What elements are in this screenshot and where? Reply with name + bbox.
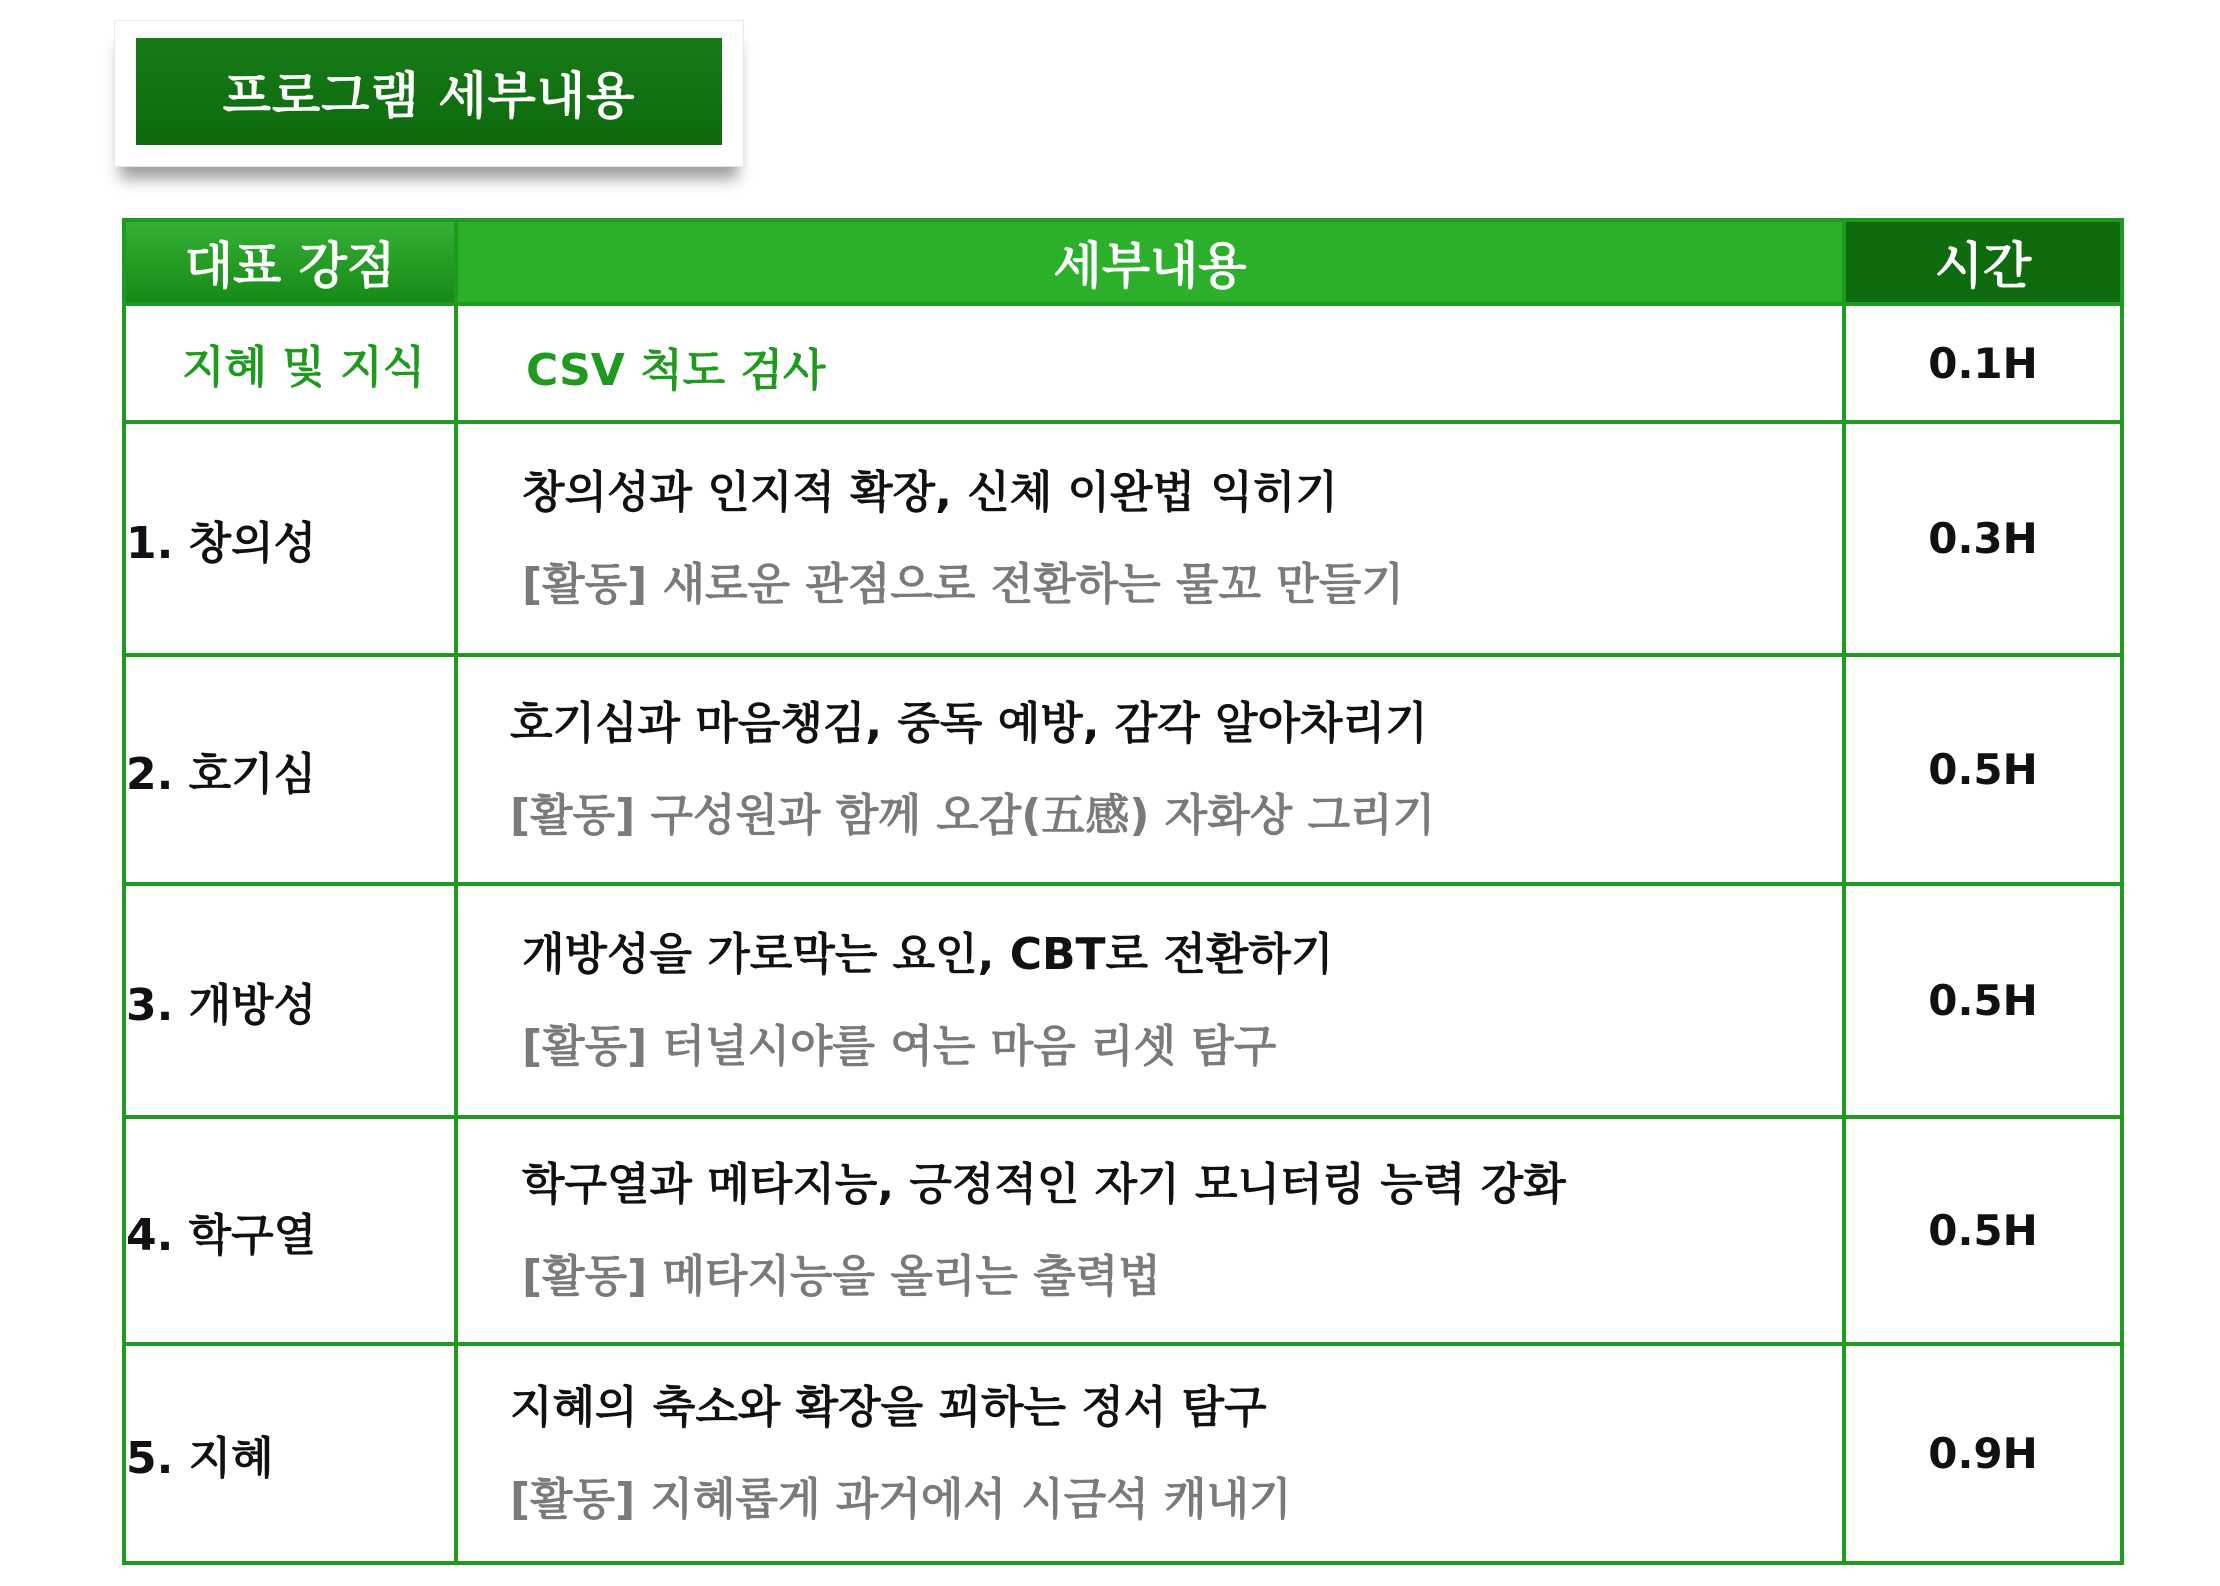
detail-activity-text: [활동] 지혜롭게 과거에서 시금석 캐내기 [510,1473,1292,1525]
detail-activity-text: [활동] 메타지능을 올리는 출력법 [522,1250,1161,1302]
header-detail: 세부내용 [456,220,1844,304]
detail-cell [456,1117,1844,1344]
strength-cell: 지혜 및 지식 [124,304,456,422]
detail-main-text: 창의성과 인지적 확장, 신체 이완법 익히기 [522,466,1338,518]
table-row [124,655,2122,884]
detail-activity-text: [활동] 터널시야를 여는 마음 리셋 탐구 [522,1020,1277,1072]
strength-cell: 5. 지혜 [124,1344,456,1563]
time-cell: 0.5H [1844,655,2122,884]
strength-cell: 2. 호기심 [124,655,456,884]
time-cell: 0.5H [1844,1117,2122,1344]
program-table [122,218,2124,1565]
detail-cell [456,422,1844,655]
title-card [114,20,744,167]
time-cell: 0.9H [1844,1344,2122,1563]
detail-cell: CSV 척도 검사 [456,304,1844,422]
header-strength: 대표 강점 [124,220,456,304]
header-time: 시간 [1844,220,2122,304]
detail-main-text: 지혜의 축소와 확장을 꾀하는 정서 탐구 [510,1381,1267,1433]
detail-cell [456,655,1844,884]
table-row [124,422,2122,655]
detail-main-text: 학구열과 메타지능, 긍정적인 자기 모니터링 능력 강화 [522,1158,1566,1210]
detail-cell [456,1344,1844,1563]
table-row [124,1117,2122,1344]
detail-activity-text: [활동] 새로운 관점으로 전환하는 물꼬 만들기 [522,558,1404,610]
table-row [124,884,2122,1117]
table-row [124,304,2122,422]
table-header-row [124,220,2122,304]
detail-main-text: 호기심과 마음챙김, 중독 예방, 감각 알아차리기 [510,697,1428,749]
detail-activity-text: [활동] 구성원과 함께 오감(五感) 자화상 그리기 [510,789,1436,841]
strength-cell: 3. 개방성 [124,884,456,1117]
time-cell: 0.3H [1844,422,2122,655]
page-title: 프로그램 세부내용 [136,38,722,145]
strength-cell: 1. 창의성 [124,422,456,655]
time-cell: 0.1H [1844,304,2122,422]
strength-cell: 4. 학구열 [124,1117,456,1344]
time-cell: 0.5H [1844,884,2122,1117]
detail-cell [456,884,1844,1117]
table-row [124,1344,2122,1563]
detail-main-text: 개방성을 가로막는 요인, CBT로 전환하기 [522,928,1334,980]
